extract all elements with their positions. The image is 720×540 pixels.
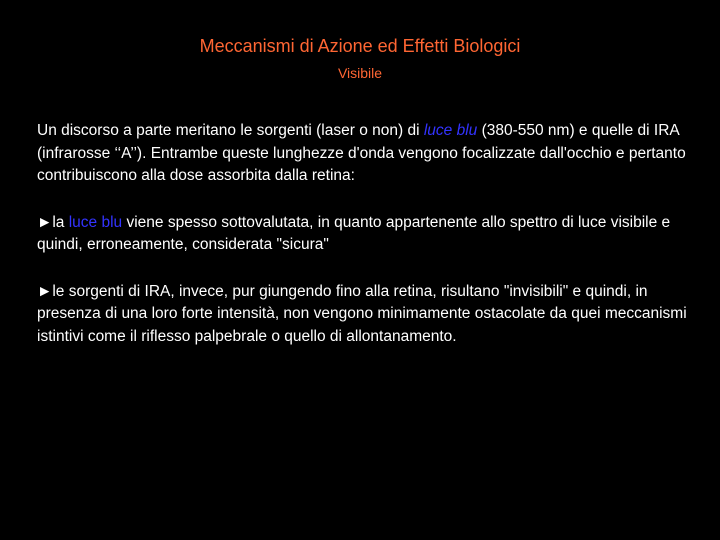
paragraph-text: viene spesso sottovalutata, in quanto appartenente allo spettro di luce visibile e quindi, erroneamente, considerata "sicura" bbox=[37, 213, 671, 253]
paragraph-text: ►la bbox=[37, 213, 69, 231]
slide-subtitle: Visibile bbox=[337, 65, 383, 81]
paragraph-ira bbox=[37, 281, 687, 349]
highlight-luce-blu: luce blu bbox=[68, 213, 123, 231]
paragraph-text: ►le sorgenti di IRA, invece, pur giungendo fino alla retina, risultano "invisibili" e quindi, in presenza di una loro forte intensità, non vengono minimamente ostacolate da quei meccanismi istintivi come il riflesso palpebrale o quello di allontanamento. bbox=[37, 282, 687, 345]
highlight-luce-blu: luce blu bbox=[423, 122, 478, 139]
paragraph-text: (380-550 nm) e quelle di IRA (infrarosse ‘‘A’’). Entrambe queste lunghezze d'onda vengono focalizzate dall'occhio e pertanto contribuiscono alla dose assorbita dalla retina: bbox=[37, 122, 686, 184]
slide-title: Meccanismi di Azione ed Effetti Biologici bbox=[199, 36, 521, 56]
slide-body bbox=[37, 120, 687, 372]
paragraph-luce-blu bbox=[37, 212, 687, 257]
paragraph-intro bbox=[37, 120, 687, 188]
paragraph-text: Un discorso a parte meritano le sorgenti (laser o non) di bbox=[37, 122, 424, 139]
